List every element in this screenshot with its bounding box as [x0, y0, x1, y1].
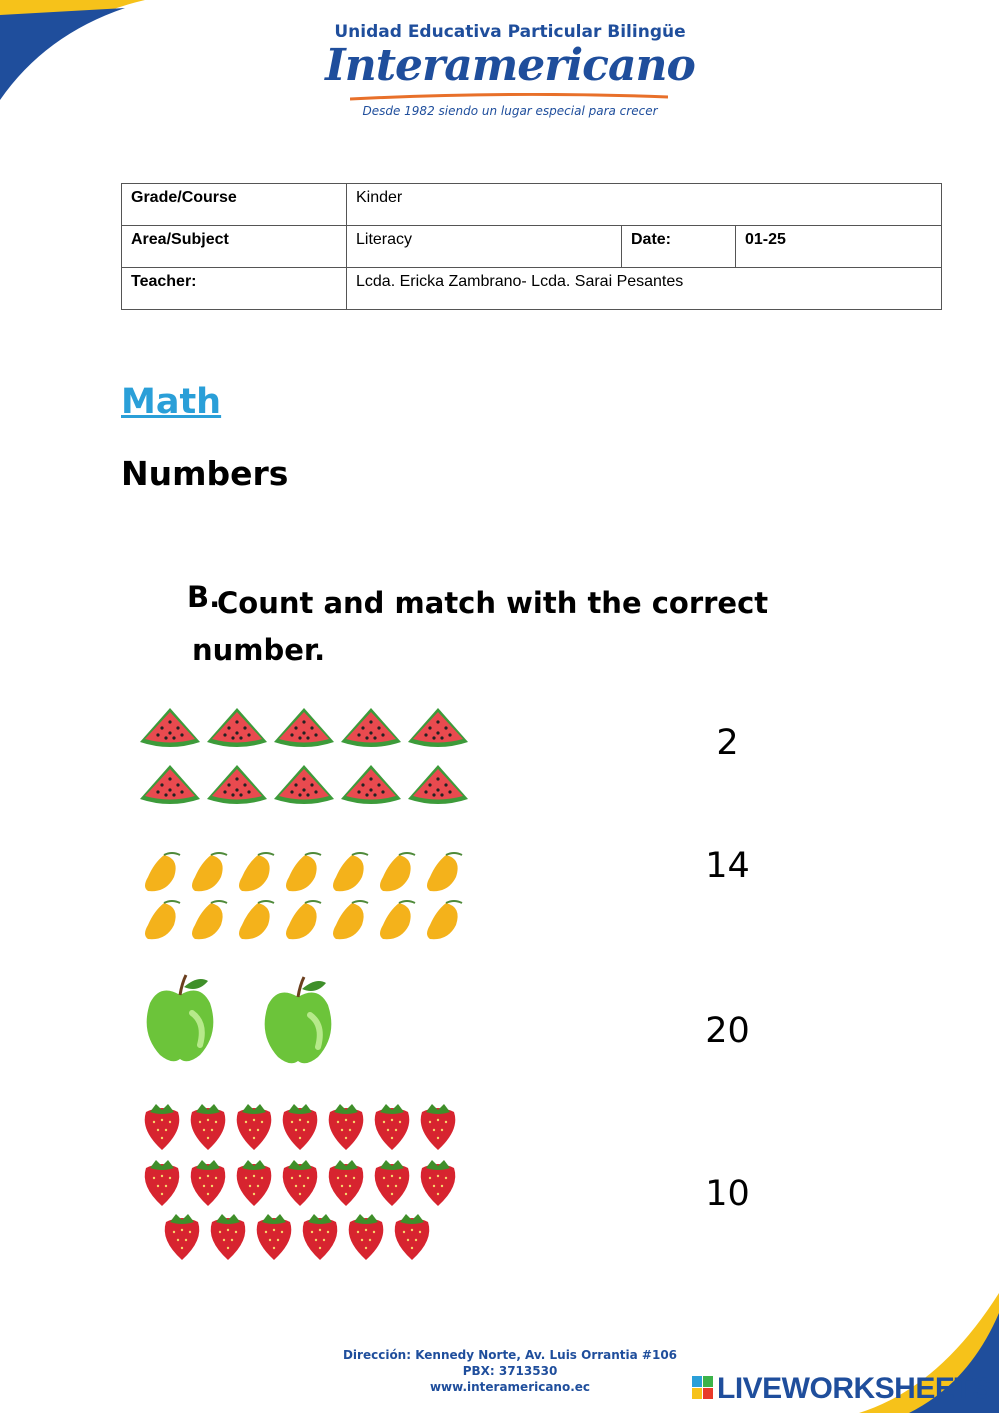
teacher-label: Teacher: — [122, 268, 347, 310]
strawberry-icon — [283, 1104, 318, 1150]
fruit-groups — [130, 695, 480, 1275]
number-option[interactable]: 20 — [705, 1011, 750, 1051]
strawberry-icon — [329, 1104, 364, 1150]
mango-icon — [239, 853, 274, 891]
info-table — [121, 183, 942, 310]
strawberry-icon — [211, 1214, 246, 1260]
watermelon-icon — [140, 708, 200, 747]
school-tagline: Desde 1982 siendo un lugar especial para crecer — [362, 104, 658, 118]
watermelon-icon — [341, 708, 401, 747]
logo-underline — [350, 93, 668, 101]
strawberry-icon — [145, 1104, 180, 1150]
mango-icon — [239, 901, 274, 939]
topic-title: Numbers — [121, 454, 289, 493]
table-row — [122, 226, 942, 268]
green-apple-icon — [147, 975, 214, 1061]
strawberry-icon — [237, 1160, 272, 1206]
watermelon-icon — [274, 765, 334, 804]
liveworksheets-watermark: LIVEWORKSHEETS — [717, 1372, 992, 1405]
watermelon-icon — [408, 708, 468, 747]
mango-icon — [192, 901, 227, 939]
number-option[interactable]: 10 — [705, 1174, 750, 1214]
section-title: Math — [121, 382, 222, 422]
footer-phone: PBX: 3713530 — [462, 1364, 558, 1378]
corner-decoration-top-left — [0, 0, 150, 110]
school-name: Unidad Educativa Particular Bilingüe — [334, 22, 686, 42]
table-row — [122, 184, 942, 226]
date-value: 01-25 — [736, 226, 942, 268]
grade-label: Grade/Course — [122, 184, 347, 226]
mango-icon — [145, 853, 180, 891]
strawberry-icon — [165, 1214, 200, 1260]
strawberry-icon — [349, 1214, 384, 1260]
watermelon-icon — [274, 708, 334, 747]
mango-icon — [380, 853, 415, 891]
strawberry-icon — [395, 1214, 430, 1260]
mango-icon — [333, 853, 368, 891]
strawberry-icon — [375, 1104, 410, 1150]
strawberry-icon — [283, 1160, 318, 1206]
green-apple-icon — [265, 977, 332, 1063]
school-brand-logo: Interamericano — [325, 40, 695, 91]
exercise-letter: B. — [187, 580, 221, 614]
area-label: Area/Subject — [122, 226, 347, 268]
number-option[interactable]: 2 — [716, 723, 739, 763]
footer-website[interactable]: www.interamericano.ec — [429, 1380, 591, 1394]
area-value: Literacy — [347, 226, 622, 268]
mango-icon — [192, 853, 227, 891]
watermelon-icon — [140, 765, 200, 804]
strawberry-icon — [421, 1160, 456, 1206]
strawberry-icon — [421, 1104, 456, 1150]
watermelon-icon — [207, 765, 267, 804]
mango-icon — [286, 901, 321, 939]
mango-icon — [286, 853, 321, 891]
liveworksheets-logo-icon — [692, 1376, 714, 1400]
teacher-value: Lcda. Ericka Zambrano- Lcda. Sarai Pesantes — [347, 268, 942, 310]
strawberry-icon — [375, 1160, 410, 1206]
strawberry-icon — [191, 1104, 226, 1150]
grade-value: Kinder — [347, 184, 942, 226]
strawberry-icon — [237, 1104, 272, 1150]
strawberry-icon — [257, 1214, 292, 1260]
mango-icon — [145, 901, 180, 939]
strawberry-icon — [191, 1160, 226, 1206]
strawberry-icon — [303, 1214, 338, 1260]
mango-icon — [427, 853, 462, 891]
watermelon-icon — [207, 708, 267, 747]
watermelon-icon — [408, 765, 468, 804]
strawberry-icon — [145, 1160, 180, 1206]
strawberry-icon — [329, 1160, 364, 1206]
mango-icon — [333, 901, 368, 939]
date-label: Date: — [622, 226, 736, 268]
exercise-instruction: Count and match with the correct number. — [192, 586, 769, 667]
footer-address: Dirección: Kennedy Norte, Av. Luis Orrantia #106 — [342, 1348, 678, 1362]
number-option[interactable]: 14 — [705, 846, 750, 886]
mango-icon — [380, 901, 415, 939]
mango-icon — [427, 901, 462, 939]
table-row — [122, 268, 942, 310]
watermelon-icon — [341, 765, 401, 804]
